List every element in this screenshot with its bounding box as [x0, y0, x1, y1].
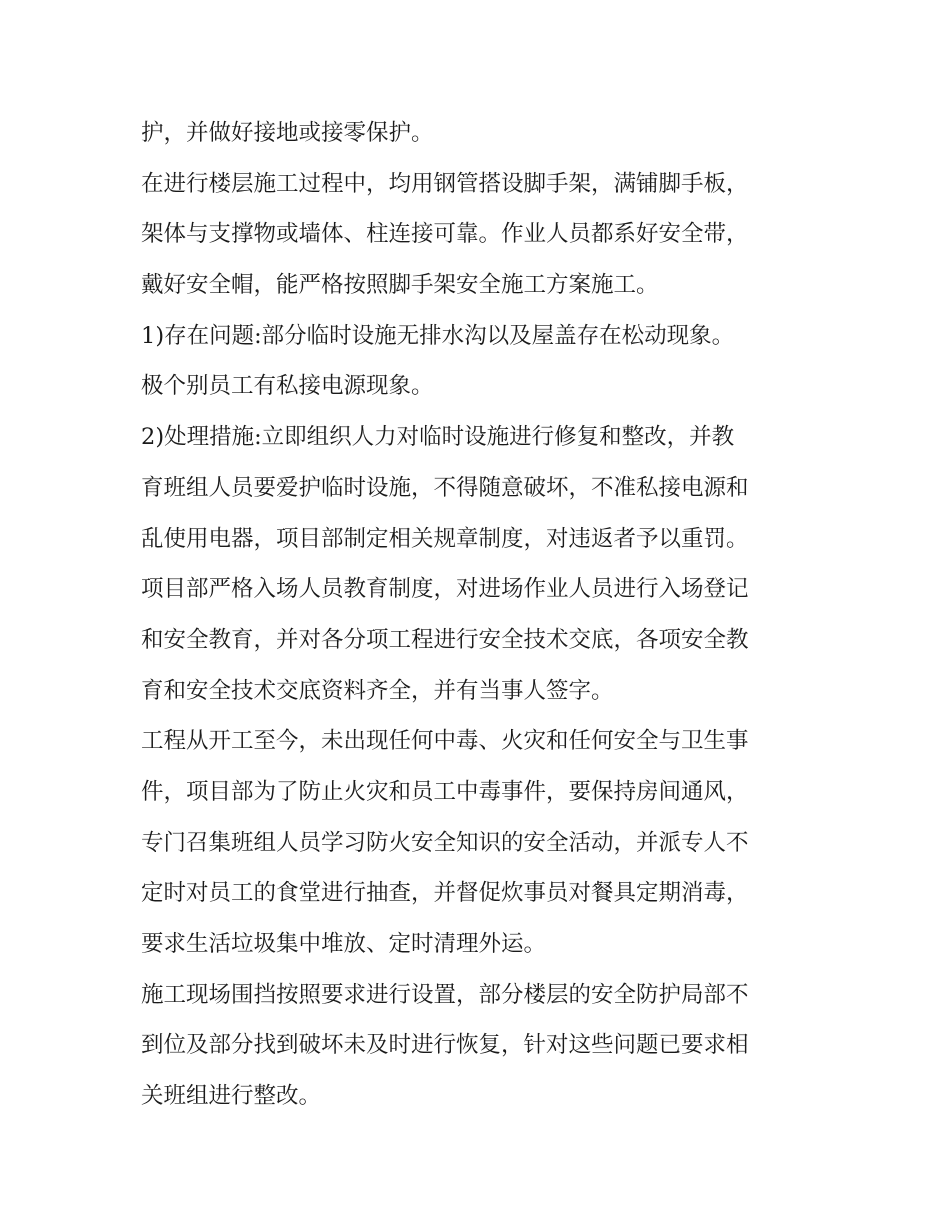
text-line: 项目部严格入场人员教育制度，对进场作业人员进行入场登记 [141, 576, 749, 603]
text-line: 护，并做好接地或接零保护。 [141, 120, 434, 146]
text-line: 关班组进行整改。 [141, 1083, 322, 1110]
text-line: 架体与支撑物或墙体、柱连接可靠。作业人员都系好安全带， [141, 221, 749, 248]
text-line: 育和安全技术交底资料齐全，并有当事人签字。 [141, 677, 614, 704]
text-line: 要求生活垃圾集中堆放、定时清理外运。 [141, 931, 547, 957]
text-line: 戴好安全帽，能严格按照脚手架安全施工方案施工。 [141, 272, 659, 299]
text-line: 工程从开工至今，未出现任何中毒、火灾和任何安全与卫生事 [141, 728, 749, 755]
text-line: 和安全教育，并对各分项工程进行安全技术交底，各项安全教 [141, 626, 749, 653]
text-line: 1)存在问题:部分临时设施无排水沟以及屋盖存在松动现象。 [141, 322, 735, 349]
text-line: 件，项目部为了防止火灾和员工中毒事件，要保持房间通风， [141, 778, 749, 805]
text-line: 在进行楼层施工过程中，均用钢管搭设脚手架，满铺脚手板， [141, 170, 749, 197]
text-line: 专门召集班组人员学习防火安全知识的安全活动，并派专人不 [141, 829, 749, 856]
text-line: 育班组人员要爱护临时设施，不得随意破坏，不准私接电源和 [141, 474, 749, 501]
text-line: 到位及部分找到破坏未及时进行恢复，针对这些问题已要求相 [141, 1032, 749, 1059]
text-line: 施工现场围挡按照要求进行设置，部分楼层的安全防护局部不 [141, 981, 749, 1008]
document-body [141, 108, 821, 1122]
text-line: 极个别员工有私接电源现象。 [141, 373, 434, 400]
text-line: 乱使用电器，项目部制定相关规章制度，对违返者予以重罚。 [141, 525, 749, 552]
text-line: 定时对员工的食堂进行抽查，并督促炊事员对餐具定期消毒， [141, 880, 749, 907]
text-line: 2)处理措施:立即组织人力对临时设施进行修复和整改，并教 [141, 424, 735, 451]
